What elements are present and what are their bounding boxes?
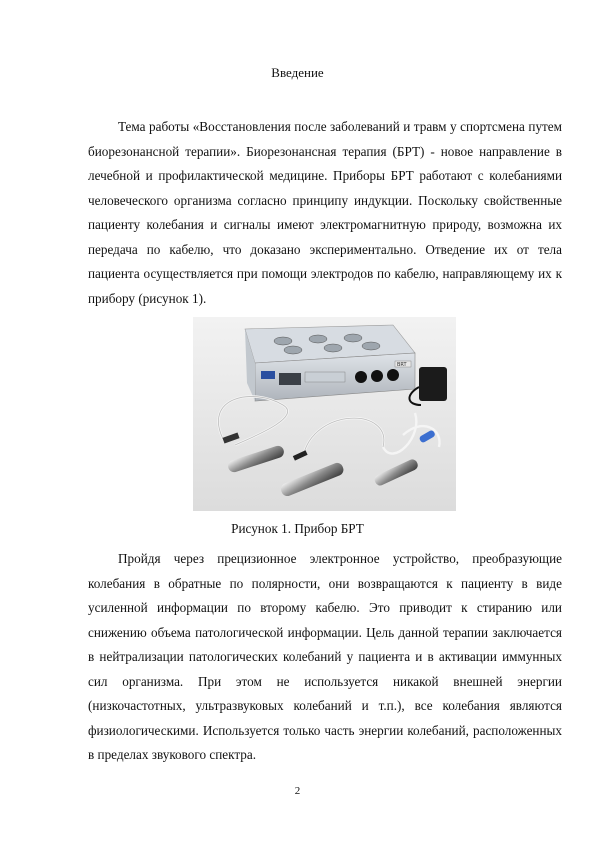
intro-paragraph-1: Тема работы «Восстановления после заболеваний и травм у спортсмена путем биорезонансной терапии». Биорезонансная терапия (БРТ) - новое направление в лечебной и профилактической медицине. Приборы БРТ работают с колебаниями человеческого организма согласно принципу индукции. Поскольку свойственные пациенту колебания и сигналы имеют электромагнитную природу, возможна их передача по кабелю, что доказано экспериментально. Отведение их от тела пациента осуществляется при помощи электродов по кабелю, направляющему их к прибору (рисунок 1).	[88, 119, 562, 306]
device-label: BRT	[397, 362, 407, 368]
page-number: 2	[294, 785, 301, 797]
device-box	[245, 325, 415, 401]
figure-brt-device	[193, 317, 456, 511]
brt-device-photo	[193, 317, 456, 511]
body-paragraph-2: Пройдя через прецизионное электронное устройство, преобразующие колебания в обратные по полярности, они возвращаются к пациенту в виде усиленной информации по второму кабелю. Это приводит к стиранию или снижению объема патологической информации. Цель данной терапии заключается в нейтрализации патологических колебаний у пациента и в активации иммунных сил организма. При этом не используется никакой внешней энергии (низкочастотных, ультразвуковых колебаний и т.п.), все колебания являются физиологическими. Используется только часть энергии колебаний, расположенных в пределах звукового спектра.	[88, 551, 562, 762]
figure-caption: Рисунок 1. Прибор БРТ	[231, 521, 364, 536]
page-heading: Введение	[271, 65, 324, 80]
